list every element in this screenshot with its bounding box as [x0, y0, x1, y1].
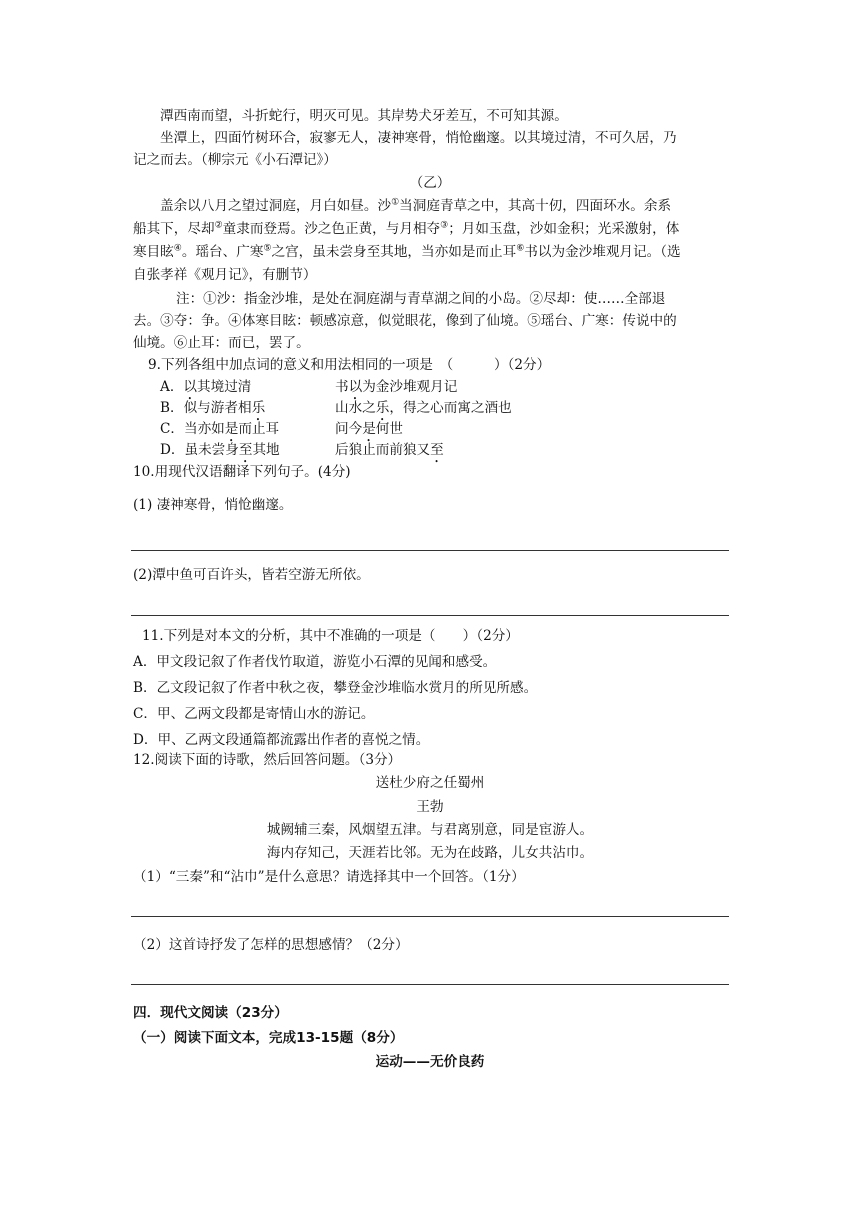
- q9-option-c-label: C．: [160, 421, 184, 437]
- q9-b-left-pre: 似与游者相: [183, 400, 252, 416]
- yi-line-1-b: 当洞庭青草之中，其高十仞，四面环水。余系: [399, 198, 672, 214]
- q9-a-left-dot: 以: [183, 379, 198, 395]
- q9-b-left-dot: 乐: [251, 400, 266, 416]
- notes-line-1: 注：①沙：指金沙堆，是处在洞庭湖与青草湖之间的小岛。②尽却：使……全部退: [176, 291, 666, 307]
- q9-a-right-dot: 以: [348, 379, 363, 395]
- q9-b-right-dot: 乐: [375, 400, 390, 416]
- yi-line-1: [160, 196, 671, 216]
- yi-line-4: 自张孝祥《观月记》，有删节）: [133, 267, 317, 283]
- q9-b-right-post: ，得之心而寓之酒也: [389, 400, 512, 416]
- q9-c-right-post: 何世: [375, 421, 403, 437]
- jia-line-1: 潭西南而望，斗折蛇行，明灭可见。其岸势犬牙差互，不可知其源。: [160, 108, 568, 124]
- q9-d-left-dot: 至: [238, 442, 253, 458]
- q9-d-right: [335, 440, 444, 466]
- q9-option-b-label: B．: [160, 400, 184, 416]
- note-ref-4: ④: [173, 243, 182, 254]
- note-ref-3: ③: [440, 220, 449, 231]
- q11-option-c[interactable]: C．甲、乙两文段都是寄情山水的游记。: [133, 706, 375, 722]
- q9-d-right-dot: 至: [430, 442, 444, 458]
- q9-option-d-label: D．: [160, 442, 185, 458]
- yi-line-3: [133, 242, 681, 262]
- q9-c-right-dot: 是: [362, 421, 376, 437]
- note-ref-2: ②: [214, 220, 223, 231]
- q11-option-a[interactable]: A．甲文段记叙了作者伐竹取道，游览小石潭的见闻和感受。: [133, 654, 497, 670]
- q11-stem: 11.下列是对本文的分析，其中不准确的一项是（ ）（2分）: [142, 628, 519, 644]
- q9-a-left-post: 其境过清: [197, 379, 252, 395]
- yi-line-2-c: ；月如玉盘，沙如金积；光采激射，体: [448, 221, 680, 237]
- yi-line-2-a: 船其下，尽却: [133, 221, 215, 237]
- notes-line-3: 仙境。⑥止耳：而已，罢了。: [133, 335, 310, 351]
- q9-c-right-pre: 问今: [335, 421, 363, 437]
- yi-line-2: [133, 219, 679, 239]
- q12-sub-1: （1）“三秦”和“沾巾”是什么意思？请选择其中一个回答。（1分）: [133, 869, 525, 885]
- yi-line-2-b: 童隶而登焉。沙之色正黄，与月相夺: [222, 221, 441, 237]
- q9-a-right-pre: 书: [335, 379, 349, 395]
- note-ref-1: ①: [391, 197, 400, 208]
- yi-line-3-c: 之宫，虽未尝身至其地，当亦如是而止耳: [271, 244, 517, 260]
- q9-c-left-dot: 是: [224, 421, 239, 437]
- notes-line-2: 去。③夺：争。④体寒目眩：顿感凉意，似觉眼花，像到了仙境。⑤瑶台、广寒：传说中的: [133, 313, 677, 329]
- yi-heading: （乙）: [409, 175, 451, 191]
- q9-a-right-post: 为金沙堆观月记: [362, 379, 458, 395]
- jia-line-3: 记之而去。（柳宗元《小石潭记》）: [133, 152, 337, 168]
- yi-line-1-a: 盖余以八月之望过洞庭，月白如昼。沙: [160, 198, 392, 214]
- answer-line-q10-1[interactable]: [131, 550, 729, 551]
- article-title: 运动——无价良药: [375, 1054, 485, 1070]
- yi-line-3-d: 书以为金沙堆观月记。（选: [524, 244, 681, 260]
- yi-line-3-a: 寒目眩: [133, 244, 174, 260]
- poem-line-1: 城阙辅三秦，风烟望五津。与君离别意，同是宦游人。: [266, 822, 594, 838]
- q9-d-left-post: 其地: [252, 442, 280, 458]
- q9-option-a-label: A．: [160, 379, 184, 395]
- q11-option-d[interactable]: D．甲、乙两文段通篇都流露出作者的喜悦之情。: [133, 732, 430, 748]
- q12-sub-2: （2）这首诗抒发了怎样的思想感情？（2分）: [133, 937, 409, 953]
- q9-stem: 9.下列各组中加点词的意义和用法相同的一项是 （ ）（2分）: [148, 357, 551, 373]
- q9-b-right-pre: 山水之: [335, 400, 376, 416]
- poem-author: 王勃: [416, 799, 444, 815]
- q9-c-left-pre: 当亦如: [184, 421, 225, 437]
- q9-d-left-pre: 虽未尝身: [184, 442, 239, 458]
- answer-line-q12-2[interactable]: [131, 984, 729, 985]
- q10-sentence-1: (1) 凄神寒骨，悄怆幽邃。: [133, 497, 293, 513]
- q10-sentence-2: (2)潭中鱼可百许头，皆若空游无所依。: [133, 567, 370, 583]
- poem-title: 送杜少府之任蜀州: [375, 775, 485, 791]
- answer-line-q10-2[interactable]: [131, 615, 729, 616]
- q11-option-b[interactable]: B．乙文段记叙了作者中秋之夜，攀登金沙堆临水赏月的所见所感。: [133, 680, 538, 696]
- section-4-heading: 四．现代文阅读（23分）: [133, 1005, 288, 1021]
- note-ref-6: ⑥: [516, 243, 525, 254]
- note-ref-5: ⑤: [263, 243, 272, 254]
- answer-line-q12-1[interactable]: [131, 916, 729, 917]
- jia-line-2: 坐潭上，四面竹树环合，寂寥无人，凄神寒骨，悄怆幽邃。以其境过清，不可久居，乃: [160, 130, 677, 146]
- q10-stem: 10.用现代汉语翻译下列句子。(4分): [133, 464, 351, 480]
- q9-c-left-post: 而止耳: [238, 421, 280, 437]
- section-4-subheading: （一）阅读下面文本，完成13-15题（8分）: [133, 1030, 404, 1046]
- poem-line-2: 海内存知己，天涯若比邻。无为在歧路，儿女共沾巾。: [266, 845, 594, 861]
- q12-stem: 12.阅读下面的诗歌，然后回答问题。（3分）: [133, 752, 402, 768]
- yi-line-3-b: 。瑶台、广寒: [181, 244, 264, 260]
- q9-d-right-pre: 后狼止而前狼又: [335, 442, 431, 458]
